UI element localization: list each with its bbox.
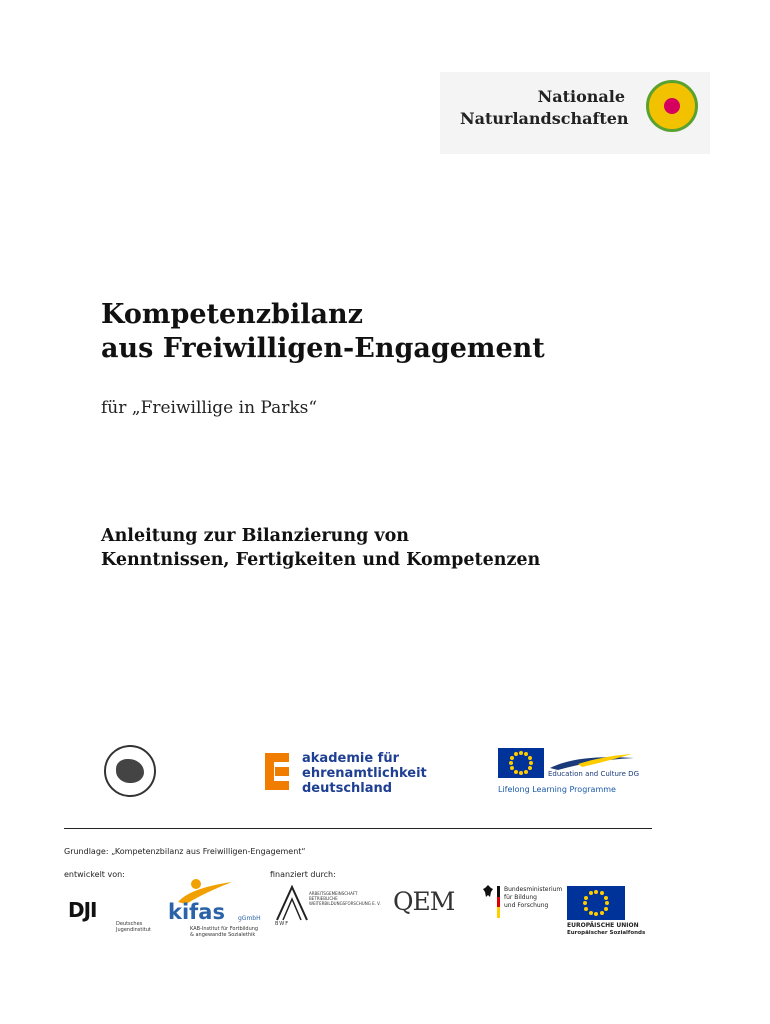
eu-star bbox=[528, 756, 532, 760]
akademie-line-2: ehrenamtlichkeit bbox=[302, 766, 427, 781]
dji-subtitle bbox=[116, 921, 151, 933]
eu-star bbox=[604, 907, 608, 911]
akademie-line-1: akademie für bbox=[302, 751, 399, 766]
esf-logo bbox=[567, 886, 667, 941]
logo-text bbox=[460, 86, 629, 130]
bwf-triangle-icon bbox=[275, 885, 309, 921]
dji-sub-line-1: Deutsches bbox=[116, 921, 143, 927]
kifas-subtitle bbox=[190, 926, 258, 938]
document-heading bbox=[101, 524, 540, 572]
eu-star bbox=[605, 901, 609, 905]
eu-star bbox=[519, 771, 523, 775]
eu-star bbox=[519, 751, 523, 755]
dji-logo: DJI bbox=[68, 898, 97, 922]
europe-map-shape bbox=[116, 759, 144, 783]
eu-star bbox=[510, 756, 514, 760]
eu-star bbox=[524, 752, 528, 756]
education-culture-swoosh-icon bbox=[548, 752, 638, 772]
akademie-mark-icon bbox=[265, 753, 289, 791]
eu-star bbox=[524, 770, 528, 774]
eu-star bbox=[529, 761, 533, 765]
akademie-line-3: deutschland bbox=[302, 781, 393, 796]
eu-star bbox=[594, 890, 598, 894]
eu-flag-icon bbox=[498, 748, 544, 778]
circle-dot bbox=[664, 98, 680, 114]
eu-star bbox=[528, 766, 532, 770]
eu-star bbox=[584, 896, 588, 900]
kifas-logo bbox=[168, 878, 268, 948]
eu-star bbox=[604, 896, 608, 900]
eu-star bbox=[514, 752, 518, 756]
kifas-wordmark: kifas bbox=[168, 900, 225, 924]
bwf-sub-line-2: BETRIEBLICHE bbox=[309, 896, 338, 901]
german-flag-icon bbox=[497, 886, 500, 918]
kifas-sub-line-1: KAB-Institut für Fortbildung bbox=[190, 926, 259, 932]
esf-line-2: Europäischer Sozialfonds bbox=[567, 930, 646, 936]
eu-star bbox=[600, 911, 604, 915]
divider bbox=[64, 828, 652, 829]
ec-label: Education and Culture DG bbox=[548, 770, 639, 778]
federal-eagle-icon bbox=[483, 884, 493, 898]
eu-star bbox=[514, 770, 518, 774]
qem-logo bbox=[393, 887, 471, 927]
kifas-sub-line-2: & angewandte Sozialethik bbox=[190, 932, 256, 938]
eu-star bbox=[589, 891, 593, 895]
bwf-sub-line-3: WEITERBILDUNGSFORSCHUNG E. V. bbox=[309, 901, 381, 906]
heading-line-2: Kenntnissen, Fertigkeiten und Kompetenzen bbox=[101, 550, 541, 570]
bwf-sub-line-1: ARBEITSGEMEINSCHAFT bbox=[309, 891, 358, 896]
bwf-label: BWF bbox=[275, 921, 290, 927]
nationale-naturlandschaften-logo bbox=[440, 72, 710, 154]
dji-sub-line-2: Jugendinstitut bbox=[116, 927, 151, 933]
eu-star bbox=[583, 901, 587, 905]
bmbf-line-2: für Bildung bbox=[504, 894, 537, 901]
logo-line-1: Nationale bbox=[537, 87, 625, 106]
grundlage-text: Grundlage: „Kompetenzbilanz aus Freiwilligen-Engagement“ bbox=[64, 847, 306, 856]
lifelong-learning-logo bbox=[498, 748, 658, 798]
eu-star bbox=[600, 891, 604, 895]
entwickelt-label: entwickelt von: bbox=[64, 870, 125, 879]
title-line-1: Kompetenzbilanz bbox=[101, 299, 363, 330]
qem-wordmark: QEM bbox=[393, 887, 455, 916]
bwf-subtitle bbox=[309, 891, 381, 906]
finanziert-label: finanziert durch: bbox=[270, 870, 336, 879]
bmbf-line-1: Bundesministerium bbox=[504, 886, 563, 893]
eu-star bbox=[589, 911, 593, 915]
logo-line-2: Naturlandschaften bbox=[460, 109, 629, 128]
eu-flag-icon bbox=[567, 886, 625, 920]
eu-star bbox=[594, 912, 598, 916]
nationale-naturlandschaften-circle-icon bbox=[646, 80, 698, 132]
document-title bbox=[101, 298, 545, 366]
document-subtitle: für „Freiwillige in Parks“ bbox=[101, 398, 318, 418]
eu-star bbox=[510, 766, 514, 770]
llp-label: Lifelong Learning Programme bbox=[498, 785, 616, 794]
title-line-2: aus Freiwilligen-Engagement bbox=[101, 333, 545, 364]
bmbf-line-3: und Forschung bbox=[504, 902, 549, 909]
bmbf-text bbox=[504, 886, 562, 910]
esf-line-1: EUROPÄISCHE UNION bbox=[567, 922, 639, 929]
heading-line-1: Anleitung zur Bilanzierung von bbox=[101, 526, 409, 546]
akademie-text bbox=[302, 751, 427, 796]
eu-star bbox=[509, 761, 513, 765]
eu-star bbox=[584, 907, 588, 911]
kifas-gmbh: gGmbH bbox=[238, 915, 261, 922]
bmbf-logo bbox=[483, 884, 563, 929]
europarc-stamp-icon bbox=[104, 745, 156, 797]
bwf-logo bbox=[275, 885, 385, 930]
